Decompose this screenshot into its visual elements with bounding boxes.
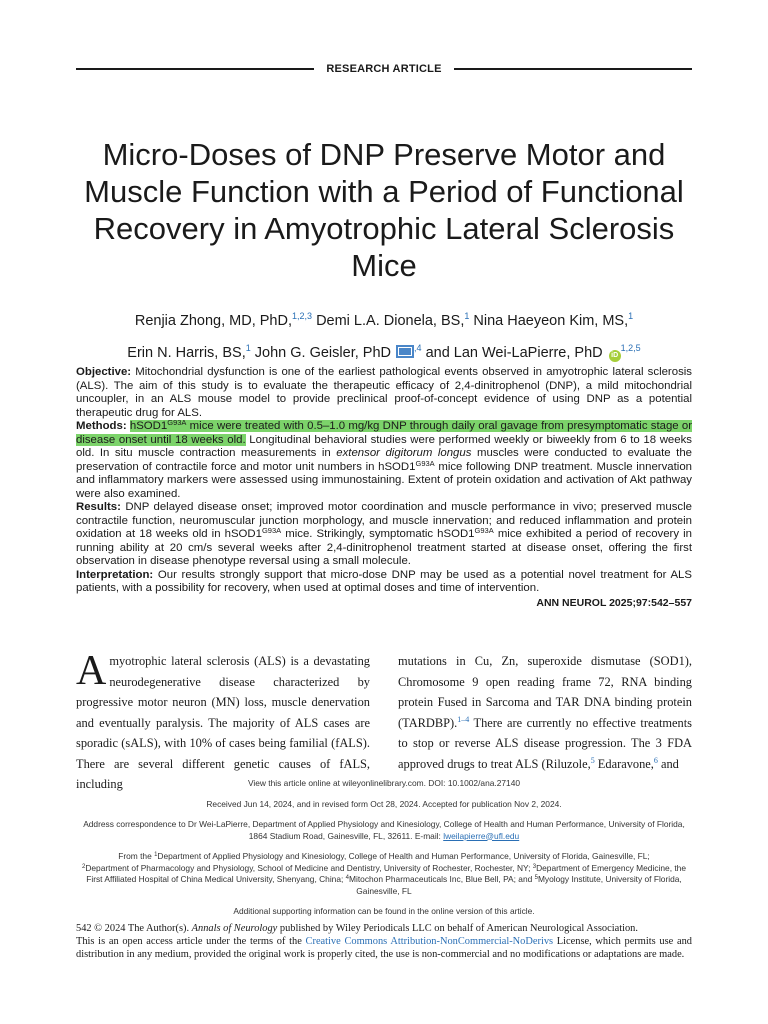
journal-name: Annals of Neurology: [191, 923, 278, 934]
reference-link[interactable]: 6: [653, 755, 658, 765]
interpretation-text: Our results strongly support that micro-dose DNP may be used as a potential novel treatment for ALS patients, with a possibility for recovery, when used at optimal doses and time of intervention.: [76, 568, 692, 594]
affiliation-1: Department of Applied Physiology and Kinesiology, College of Health and Human Performance, University of Florida, Gainesville, FL;: [157, 851, 650, 861]
author-name[interactable]: Erin N. Harris, BS,: [127, 345, 246, 361]
mail-icon[interactable]: [396, 345, 414, 358]
license-terms: License, which permits use and distribution in any medium, provided the original work is properly cited, the use is non-commercial and no modifications or adaptations are made.: [76, 936, 692, 960]
abstract-results: [76, 501, 692, 569]
article-type-header: [76, 62, 692, 76]
affiliation-ref[interactable]: 1: [464, 311, 470, 321]
affiliation-ref[interactable]: 1: [245, 343, 251, 353]
affiliation-ref[interactable]: ,4: [414, 343, 422, 353]
author-name[interactable]: Demi L.A. Dionela, BS,: [316, 313, 465, 329]
results-text-a: DNP delayed disease onset; improved motor coordination and muscle performance in vivo; preserved muscle contractile function, neuromuscular junction morphology, and muscle innervation; and reduced inflammation and protein oxidation at 18 weeks old in hSOD1: [76, 501, 692, 540]
methods-text-a: Longitudinal behavioral studies were performed weekly or biweekly from 6 to 18 weeks old. In situ muscle contraction measurements in: [76, 433, 692, 459]
author-list: [76, 303, 692, 367]
article-title: Micro-Doses of DNP Preserve Motor and Muscle Function with a Period of Functional Recovery in Amyotrophic Lateral Sclerosis Mice: [84, 137, 684, 283]
header-rule-right: [454, 68, 692, 70]
affiliations: From the $^1$Department of Applied Physiology and Kinesiology, College of Health and Human Performance, University of Florida, Gainesville, FL; $^2$Department of Pharmacology and Physiology, School of Medicine and Dentistry, University of Rochester, Rochester, NY; $^3$Department of Emergency Medicine, the First Affiliated Hospital of China Medical University, Shenyang, China; $^4$Mitochon Pharmaceuticals Inc, Blue Bell, PA; and $^5$Myology Institute, University of Florida, Gainesville, FL: [81, 851, 686, 896]
methods-label: Methods:: [76, 420, 127, 432]
methods-text-c: mice following DNP treatment. Muscle innervation and inflammatory markers were assessed using immunostaining. Extent of protein oxidation and activation of Akt pathway were also examined.: [76, 460, 692, 500]
affiliation-ref[interactable]: 1,2,5: [620, 343, 641, 353]
affiliation-4: Mitochon Pharmaceuticals Inc, Blue Bell, PA; and: [349, 874, 533, 884]
gene-variant: G93A: [167, 418, 187, 427]
abstract-objective: [76, 366, 692, 420]
affiliation-2: Department of Pharmacology and Physiology, School of Medicine and Dentistry, University of Rochester, Rochester, NY;: [85, 862, 531, 873]
orcid-icon[interactable]: iD: [609, 350, 621, 362]
body-text: There are currently no effective treatments to stop or reverse ALS disease progression. The 3 FDA approved drugs to treat ALS (Riluzole,: [398, 715, 692, 771]
supporting-info: Additional supporting information can be found in the online version of this article.: [233, 906, 535, 916]
intro-text: myotrophic lateral sclerosis (ALS) is a devastating neurodegenerative disease characterized by progressive motor neuron (MN) loss, muscle denervation and eventually paralysis. The majority of ALS cases are sporadic (sALS), with 10% of cases being familial (fALS). There are several different genetic causes of fALS, including: [76, 654, 370, 791]
article-info: [76, 778, 692, 918]
results-text-c: mice exhibited a period of recovery in running ability at 20 cm/s several weeks after 2,4-dinitrophenol treatment started at disease onset, offering the first observation in disease phenotype reversal using a small molecule.: [76, 528, 692, 567]
methods-highlight-text: mice were treated with 0.5–1.0 mg/kg DNP through daily oral gavage from presymptomatic stage or disease onset until 18 weeks old.: [76, 420, 692, 446]
copyright-line: [76, 922, 692, 935]
objective-label: Objective:: [76, 366, 132, 378]
gene-variant: G93A: [474, 526, 494, 535]
body-column-left: [76, 648, 370, 795]
gene-variant: G93A: [415, 458, 435, 468]
online-doi: View this article online at wileyonlinelibrary.com. DOI: 10.1002/ana.27140: [247, 778, 521, 788]
methods-text-b: muscles were conducted to evaluate the preservation of contractile force and motor unit numbers in hSOD1: [76, 447, 692, 473]
body-text: and: [657, 756, 679, 771]
objective-text: Mitochondrial dysfunction is one of the earliest pathological events observed in amyotrophic lateral sclerosis (ALS). The aim of this study is to evaluate the therapeutic efficacy of 2,4-dinitrophenol (DNP), a mild mitochondrial uncoupler, in an ALS mouse model to provide preclinical proof-of-concept evidence of using DNP as a potential therapeutic drug for ALS.: [76, 366, 692, 419]
abstract: [76, 366, 692, 610]
gene-name: hSOD1: [129, 420, 168, 432]
muscle-name: extensor digitorum longus: [336, 447, 472, 459]
email-link[interactable]: lweilapierre@ufl.edu: [443, 830, 520, 841]
correspondence-text: Address correspondence to Dr Wei-LaPierre, Department of Applied Physiology and Kinesiology, College of Health and Human Performance, University of Florida, 1864 Stadium Road, Gainesville, FL, 32611. E-mail:: [83, 819, 685, 841]
body-column-right: [398, 651, 692, 774]
journal-citation: ANN NEUROL 2025;97:542–557: [536, 596, 692, 609]
received-dates: Received Jun 14, 2024, and in revised form Oct 28, 2024. Accepted for publication Nov 2, 2024.: [206, 798, 562, 809]
author-name[interactable]: John G. Geisler, PhD: [254, 345, 391, 361]
affiliation-3: Department of Emergency Medicine, the First Affiliated Hospital of China Medical University, Shenyang, China;: [86, 862, 686, 884]
drop-cap: A: [76, 648, 107, 694]
body-text: Edaravone,: [594, 756, 654, 771]
body-text: mutations in Cu, Zn, superoxide dismutase (SOD1), Chromosome 9 open reading frame 72, RNA binding protein Fused in Sarcoma and TAR DNA binding protein (TARDBP).: [398, 654, 692, 730]
results-label: Results:: [76, 501, 121, 513]
reference-link[interactable]: 1–4: [457, 714, 470, 724]
copyright-text: 542 © 2024 The Author(s).: [76, 923, 190, 934]
author-name[interactable]: Renjia Zhong, MD, PhD,: [134, 313, 292, 329]
page-footer: [76, 922, 692, 961]
affiliation-ref[interactable]: 1,2,3: [292, 311, 313, 321]
intro-paragraph: [76, 648, 370, 795]
author-name[interactable]: and Lan Wei-LaPierre, PhD: [425, 345, 603, 361]
interpretation-label: Interpretation:: [76, 568, 154, 581]
gene-variant: G93A: [261, 526, 282, 535]
license-text: [76, 935, 692, 961]
affiliation-ref[interactable]: 1: [628, 311, 634, 321]
abstract-interpretation: [76, 569, 692, 596]
author-name[interactable]: Nina Haeyeon Kim, MS,: [473, 313, 629, 329]
affiliation-5: Myology Institute, University of Florida, Gainesville, FL: [356, 874, 682, 896]
results-text-b: mice. Strikingly, symptomatic hSOD1: [285, 528, 475, 540]
reference-link[interactable]: 5: [590, 755, 595, 765]
publisher-text: published by Wiley Periodicals LLC on behalf of American Neurological Association.: [279, 923, 638, 934]
article-type-label: RESEARCH ARTICLE: [326, 63, 442, 75]
abstract-methods: [76, 420, 692, 501]
license-intro: This is an open access article under the terms of the: [76, 936, 302, 947]
license-link[interactable]: Creative Commons Attribution-NonCommercial-NoDerivs: [305, 936, 554, 947]
affiliations-intro: From the: [118, 851, 155, 861]
intro-paragraph-continued: [398, 651, 692, 774]
correspondence: [76, 819, 692, 842]
